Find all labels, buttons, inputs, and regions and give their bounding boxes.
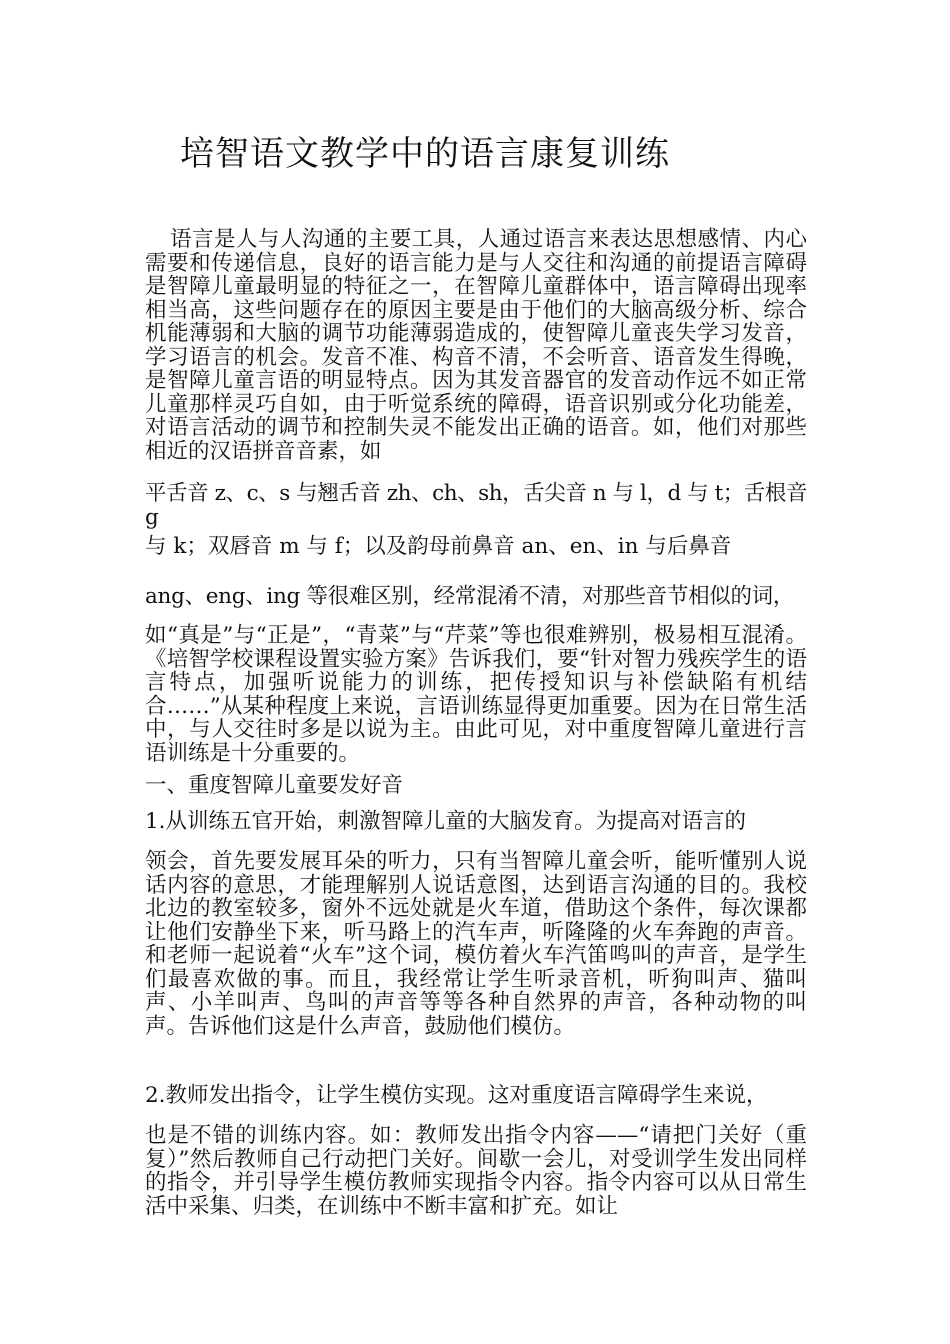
section-heading-1: 一、重度智障儿童要发好音 — [145, 773, 404, 798]
item-1-body: 领会，首先要发展耳朵的听力，只有当智障儿童会听，能听懂别人说话内容的意思，才能理解别人说话意图，达到语言沟通的目的。我校北边的教室较多，窗外不远处就是火车道，借助这个条件，每次课都让他们安静坐下来，听马路上的汽车声，听隆隆的火车奔跑的声音。和老师一起说着“火车”这个词，模仿着火车汽笛鸣叫的声音，是学生们最喜欢做的事。而且，我经常让学生听录音机，听狗叫声、猫叫声、小羊叫声、鸟叫的声音等等各种自然界的声音，各种动物的叫声。告诉他们这是什么声音，鼓励他们模仿。 — [145, 849, 807, 1039]
item-2-body: 也是不错的训练内容。如：教师发出指令内容——“请把门关好（重复）”然后教师自己行动把门关好。间歇一会儿，对受训学生发出同样的指令，并引导学生模仿教师实现指令内容。指令内容可以从日常生活中采集、归类，在训练中不断丰富和扩充。如让 — [145, 1123, 807, 1219]
pinyin-line-1: 平舌音 z、c、s 与翘舌音 zh、ch、sh，舌尖音 n 与 l，d 与 t；舌根音 g — [145, 481, 807, 530]
document-title: 培智语文教学中的语言康复训练 — [180, 134, 670, 174]
pinyin-line-2: 与 k；双唇音 m 与 f；以及韵母前鼻音 an、en、in 与后鼻音 — [145, 534, 732, 559]
item-1-lead: 1.从训练五官开始，刺激智障儿童的大脑发育。为提高对语言的 — [145, 809, 747, 834]
intro-paragraph: 语言是人与人沟通的主要工具，人通过语言来表达思想感情、内心需要和传递信息，良好的语言能力是与人交往和沟通的前提语言障碍是智障儿童最明显的特征之一，在智障儿童群体中，语言障碍出现率相当高，这些问题存在的原因主要是由于他们的大脑高级分析、综合机能薄弱和大脑的调节功能薄弱造成的，使智障儿童丧失学习发音，学习语言的机会。发音不准、构音不清，不会听音、语音发生得晚，是智障儿童言语的明显特点。因为其发音器官的发音动作远不如正常儿童那样灵巧自如，由于听觉系统的障碍，语音识别或分化功能差，对语言活动的调节和控制失灵不能发出正确的语音。如，他们对那些相近的汉语拼音音素，如 — [145, 227, 807, 464]
item-2-lead: 2.教师发出指令，让学生模仿实现。这对重度语言障碍学生来说， — [145, 1083, 768, 1108]
continuation-paragraph: 如“真是”与“正是”，“青菜”与“芹菜”等也很难辨别，极易相互混淆。《培智学校课程设置实验方案》告诉我们，要“针对智力残疾学生的语言特点，加强听说能力的训练，把传授知识与补偿缺陷有机结合……”从某种程度上来说，言语训练显得更加重要。因为在日常生活中，与人交往时多是以说为主。由此可见，对中重度智障儿童进行言语训练是十分重要的。 — [145, 623, 807, 766]
pinyin-line-3: ang、eng、ing 等很难区别，经常混淆不清，对那些音节相似的词， — [145, 584, 795, 609]
